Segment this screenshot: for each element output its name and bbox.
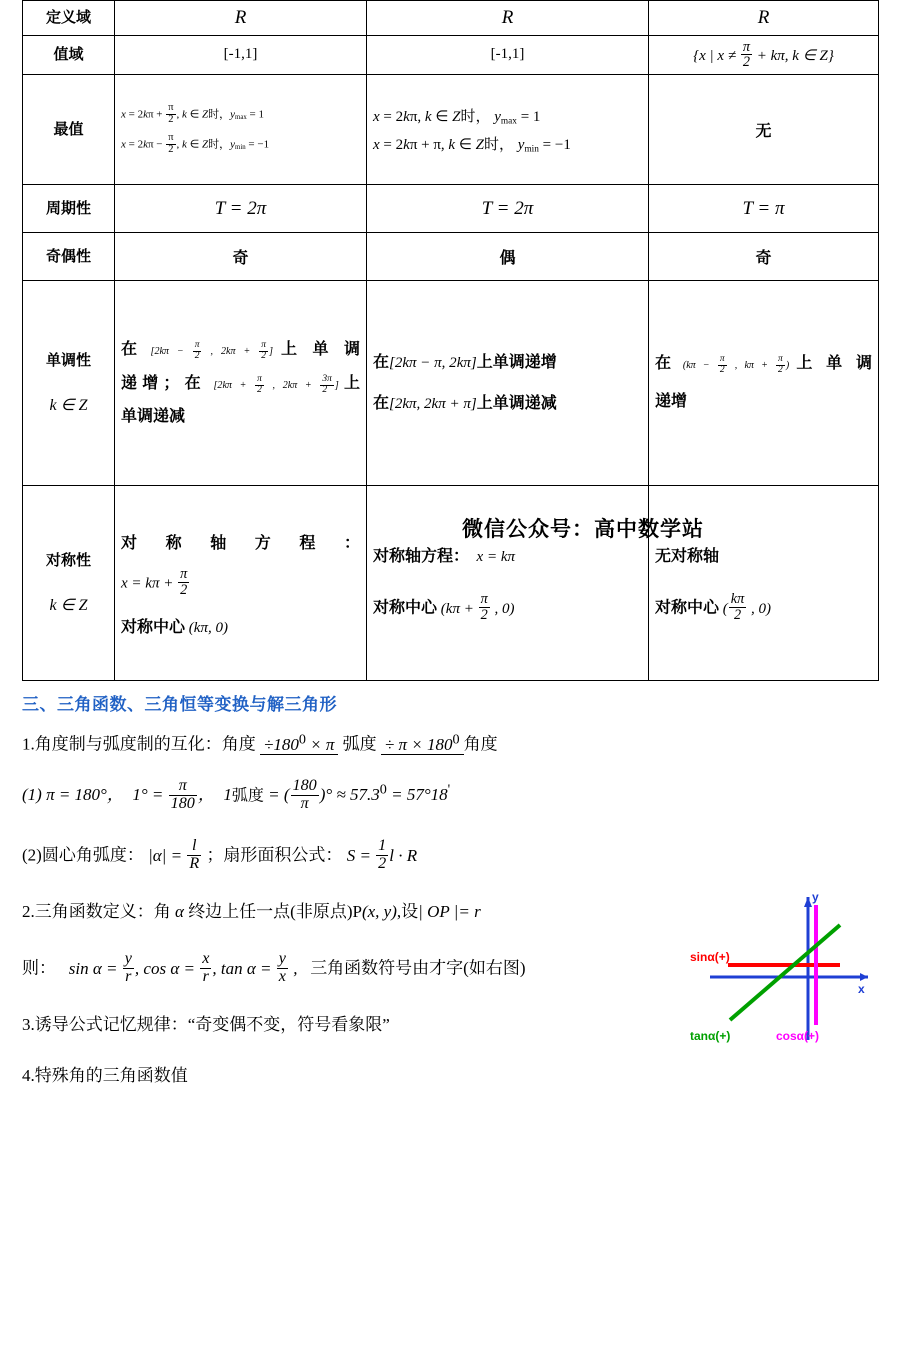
- table-row-extremum: [23, 75, 879, 185]
- table-row-parity: [23, 233, 879, 281]
- table-row-range: [23, 35, 879, 75]
- cell-period-tan: T = π: [649, 185, 879, 233]
- trig-function-properties-table: [22, 0, 879, 681]
- paragraph-item1a: (1) π = 180°， 1° = $\frac{\pi}{180}$ ， 1弧度 = ( $\frac{180}{\pi}$ )° ≈ $57.3^0 = 57^\circ 18'$: [22, 776, 451, 812]
- tan-line: [730, 925, 840, 1020]
- cell-extremum-tan: 无: [649, 75, 879, 185]
- row-label-monotonicity-k: k ∈ Z: [49, 396, 88, 414]
- paragraph-item2b: 则： sin α = $\frac{y}{r}$ , cos α = $\frac{x}{r}$ , tan α = $\frac{y}{x}$ , 三角函数符号由才字(如右图): [22, 949, 526, 985]
- paragraph-item3: 3.诱导公式记忆规律：“奇变偶不变，符号看象限”: [22, 1014, 390, 1034]
- cell-domain-sin: R: [115, 1, 367, 36]
- row-label-symmetry-text: 对称性: [45, 552, 91, 570]
- cell-parity-sin: 奇: [115, 233, 367, 281]
- cell-symmetry-sin: 对 称 轴 方 程 ： x = kπ + $\frac{\pi}{2}$ 对称中心 (kπ, 0): [115, 486, 367, 681]
- section-heading: 三、三角函数、三角恒等变换与解三角形: [22, 695, 337, 715]
- cell-range-tan: {x | x ≠ $\frac{\pi}{2}$ + kπ, k ∈ Z}: [649, 35, 879, 75]
- quadrant-sign-diagram: [690, 885, 880, 1050]
- cell-symmetry-cos: 对称轴方程： x = kπ 对称中心 (kπ + $\frac{\pi}{2}$ , 0): [367, 486, 649, 681]
- table-row-domain: [23, 1, 879, 36]
- cell-domain-cos: R: [367, 1, 649, 36]
- row-label-periodicity: 周期性: [23, 185, 115, 233]
- cell-monotonicity-tan: 在 (kπ − $\frac{\pi}{2}$ , kπ + $\frac{\pi}{2}$ ) 上 单 调 递增: [649, 281, 879, 486]
- paragraph-item1: 1.角度制与弧度制的互化：角度 $\div 180^0 \times \pi$ 弧度 ÷ $\pi \times 180^0$ 角度: [22, 731, 498, 755]
- cell-range-cos: [-1,1]: [367, 35, 649, 75]
- row-label-parity: 奇偶性: [23, 233, 115, 281]
- paragraph-item2: 2.三角函数定义：角 α 终边上任一点(非原点)P(x, y),设| OP |= r: [22, 902, 481, 922]
- paragraph-item4: 4.特殊角的三角函数值: [22, 1066, 188, 1086]
- row-label-domain: 定义域: [23, 1, 115, 36]
- quadrant-sign-svg: [690, 885, 880, 1050]
- cell-symmetry-tan: 无对称轴 对称中心 ( $\frac{k\pi}{2}$ , 0): [649, 486, 879, 681]
- table-row-symmetry: [23, 486, 879, 681]
- row-label-extremum: 最值: [23, 75, 115, 185]
- table-row-monotonicity: [23, 281, 879, 486]
- row-label-monotonicity-text: 单调性: [45, 352, 91, 370]
- cell-monotonicity-cos: 在[2kπ − π, 2kπ]上单调递增 在[2kπ, 2kπ + π]上单调递减: [367, 281, 649, 486]
- cell-parity-cos: 偶: [367, 233, 649, 281]
- cell-domain-tan: R: [649, 1, 879, 36]
- y-axis-arrow: [804, 897, 812, 907]
- paragraph-item1b: (2)圆心角弧度： |α| = $\frac{l}{R}$ ；扇形面积公式： S = $\frac{1}{2}$ l · R: [22, 837, 418, 873]
- cell-period-cos: T = 2π: [367, 185, 649, 233]
- cell-parity-tan: 奇: [649, 233, 879, 281]
- row-label-symmetry: [23, 486, 115, 681]
- row-label-range: 值域: [23, 35, 115, 75]
- watermark-text: 微信公众号：高中数学站: [462, 518, 704, 541]
- table-row-periodicity: [23, 185, 879, 233]
- row-label-symmetry-k: k ∈ Z: [49, 596, 88, 614]
- y-axis-label: y: [812, 890, 819, 904]
- cell-monotonicity-sin: 在 [2kπ − $\frac{\pi}{2}$ , 2kπ + $\frac{\pi}{2}$ ] 上 单 调 递增；在 [2kπ + $\frac{\pi}{2}$ , 2kπ + $\frac{3\pi}{2}$ ]上 单调递减: [115, 281, 367, 486]
- row-label-monotonicity: [23, 281, 115, 486]
- tan-label: tanα(+): [690, 1029, 731, 1043]
- cos-label: cosα(+): [776, 1029, 820, 1043]
- cell-period-sin: T = 2π: [115, 185, 367, 233]
- sin-label: sinα(+): [690, 950, 730, 964]
- x-axis-label: x: [858, 982, 865, 996]
- cell-range-sin: [-1,1]: [115, 35, 367, 75]
- cell-extremum-sin: x = 2kπ + $\frac{\pi}{2}$ , k ∈ Z时，$y_{max} = 1$ x = 2kπ − $\frac{\pi}{2}$ , k ∈ Z时，$y_{min} = -1$: [115, 75, 367, 185]
- cell-extremum-cos: x = 2kπ, k ∈ Z时， $y_{max} = 1$ x = 2kπ + π, k ∈ Z时， $y_{min} = -1$: [367, 75, 649, 185]
- x-axis-arrow: [860, 973, 868, 981]
